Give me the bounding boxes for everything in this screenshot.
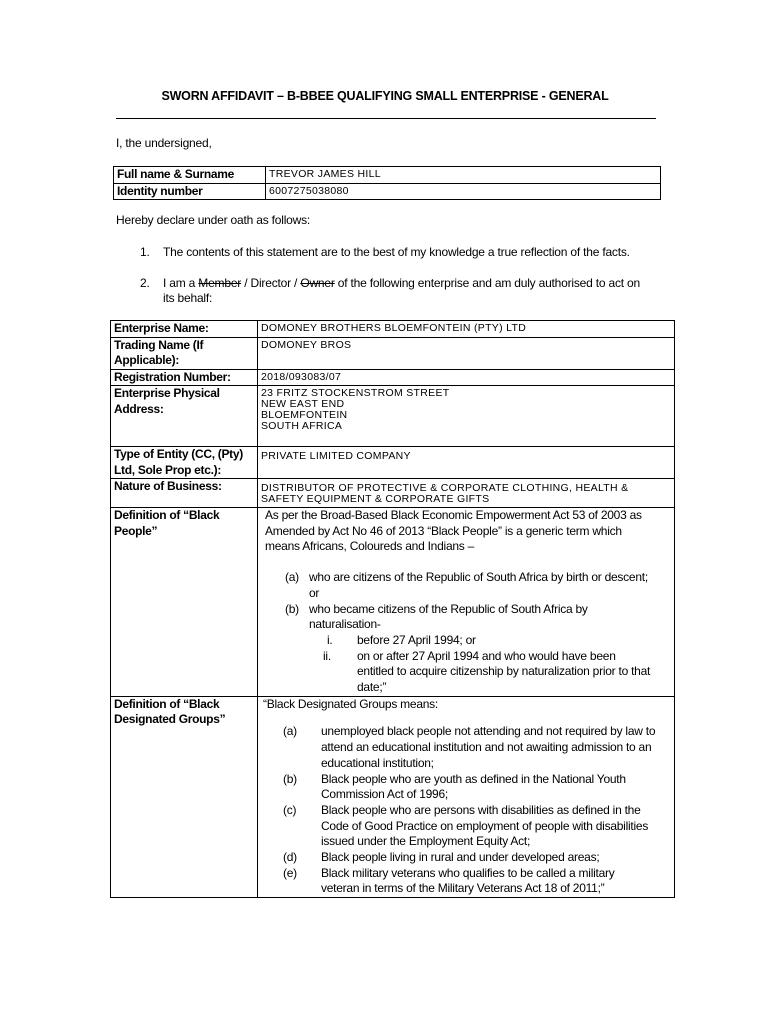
struck-word-member: Member <box>198 276 242 290</box>
list-text <box>321 724 655 771</box>
label-line: Definition of “Black <box>114 696 220 711</box>
list-text <box>309 570 648 601</box>
list-text <box>357 649 650 696</box>
list-text <box>321 850 599 866</box>
list-number: ii. <box>323 648 331 663</box>
list-item <box>323 649 671 696</box>
declare-text: Hereby declare under oath as follows: <box>116 213 311 227</box>
definition-line: As per the Broad-Based Black Economic Empowerment Act 53 of 2003 as <box>265 508 642 522</box>
item-text: The contents of this statement are to the best of my knowledge a true reflection of the facts. <box>163 245 630 259</box>
address-line: SOUTH AFRICA <box>261 420 343 432</box>
item-text-part: of the following enterprise and am duly authorised to act on <box>334 276 640 290</box>
registration-value: 2018/093083/07 <box>258 369 675 386</box>
list-line: entitled to acquire citizenship by naturalization prior to that <box>357 664 651 679</box>
identity-value: 6007275038080 <box>266 183 661 200</box>
list-line: Code of Good Practice on employment of people with disabilities <box>321 818 649 833</box>
entity-type-value: PRIVATE LIMITED COMPANY <box>258 447 675 479</box>
nature-line: SAFETY EQUIPMENT & CORPORATE GIFTS <box>261 493 490 505</box>
list-number: (c) <box>283 802 297 817</box>
black-designated-groups-definition <box>258 696 675 897</box>
list-number: (a) <box>283 724 297 739</box>
item-text-part: I am a <box>163 276 199 290</box>
black-people-label <box>111 508 258 697</box>
identity-label: Identity number <box>114 183 266 200</box>
list-text <box>321 866 615 897</box>
list-line: Black people who are persons with disabilities as defined in the <box>321 802 641 817</box>
list-line: who are citizens of the Republic of South Africa by birth or descent; <box>309 570 648 585</box>
item-number: 1. <box>140 245 150 259</box>
trading-name-label <box>111 337 258 369</box>
table-row <box>111 369 675 386</box>
list-line: naturalisation- <box>309 617 381 632</box>
list-text <box>321 803 648 850</box>
address-line: BLOEMFONTEIN <box>261 409 348 421</box>
label-line: People” <box>114 523 158 538</box>
table-row <box>111 321 675 338</box>
label-line: Definition of “Black <box>114 508 220 522</box>
registration-label: Registration Number: <box>111 369 258 386</box>
list-line: on or after 27 April 1994 and who would have been <box>357 648 616 663</box>
struck-word-owner: Owner <box>300 276 335 290</box>
table-row <box>114 167 661 184</box>
list-number: (a) <box>285 570 299 585</box>
identity-table <box>113 166 661 200</box>
item-text: its behalf: <box>163 291 213 305</box>
label-line: Enterprise Physical <box>114 386 220 400</box>
label-line: Address: <box>114 401 164 416</box>
enterprise-name-value: DOMONEY BROTHERS BLOEMFONTEIN (PTY) LTD <box>258 321 675 338</box>
table-row <box>111 386 675 447</box>
address-line: NEW EAST END <box>261 398 345 410</box>
list-line: issued under the Employment Equity Act; <box>321 834 531 849</box>
list-item <box>327 633 671 649</box>
list-line: before 27 April 1994; or <box>357 632 476 647</box>
list-item <box>283 724 671 771</box>
document-title: SWORN AFFIDAVIT – B-BBEE QUALIFYING SMALL ENTERPRISE - GENERAL <box>161 89 609 103</box>
list-item <box>283 850 671 866</box>
list-number: (d) <box>283 850 297 865</box>
definition-line: Amended by Act No 46 of 2013 “Black People” is a generic term which <box>265 523 622 538</box>
enterprise-table <box>110 320 675 898</box>
black-people-definition <box>258 508 675 697</box>
table-row <box>111 447 675 479</box>
list-line: Black people who are youth as defined in the National Youth <box>321 771 626 786</box>
definition-line: means Africans, Coloureds and Indians – <box>265 539 475 554</box>
table-row <box>111 337 675 369</box>
label-line: Ltd, Sole Prop etc.): <box>114 462 222 477</box>
identity-value: TREVOR JAMES HILL <box>266 167 661 184</box>
nature-label: Nature of Business: <box>111 479 258 508</box>
label-line: Designated Groups” <box>114 712 226 727</box>
label-line: Trading Name (If <box>114 337 204 352</box>
trading-name-value: DOMONEY BROS <box>258 337 675 369</box>
list-line: Black people living in rural and under developed areas; <box>321 850 600 865</box>
identity-label: Full name & Surname <box>114 167 266 184</box>
list-line: or <box>309 585 320 600</box>
table-row <box>111 479 675 508</box>
list-line: veteran in terms of the Military Veterans Act 18 of 2011;” <box>321 881 605 896</box>
label-line: Applicable): <box>114 353 180 367</box>
address-label <box>111 386 258 447</box>
table-row <box>111 508 675 697</box>
nature-line: DISTRIBUTOR OF PROTECTIVE & CORPORATE CLOTHING, HEALTH & <box>261 482 629 494</box>
nature-value <box>258 479 675 508</box>
enterprise-name-label: Enterprise Name: <box>111 321 258 338</box>
definition-line: “Black Designated Groups means: <box>263 696 439 711</box>
list-line: date;” <box>357 680 387 695</box>
address-value <box>258 386 675 447</box>
list-number: (b) <box>285 601 299 616</box>
list-text <box>309 602 588 633</box>
table-row <box>114 183 661 200</box>
list-line: Black military veterans who qualifies to be called a military <box>321 865 615 880</box>
list-text <box>357 633 476 649</box>
label-line: Type of Entity (CC, (Pty) <box>114 447 243 461</box>
list-line: unemployed black people not attending and not required by law to <box>321 724 656 739</box>
item-text-part: / Director / <box>241 276 301 290</box>
list-line: who became citizens of the Republic of South Africa by <box>309 601 588 616</box>
item-number: 2. <box>140 276 150 290</box>
list-item <box>283 803 671 850</box>
list-number: i. <box>327 632 333 647</box>
address-line: 23 FRITZ STOCKENSTROM STREET <box>261 387 450 399</box>
entity-type-label <box>111 447 258 479</box>
title-underline <box>116 118 656 119</box>
list-number: (e) <box>283 865 297 880</box>
list-line: Commission Act of 1996; <box>321 787 448 802</box>
list-item <box>285 570 671 601</box>
list-line: attend an educational institution and not awaiting admission to an <box>321 740 652 755</box>
item-text <box>163 276 663 292</box>
list-number: (b) <box>283 771 297 786</box>
table-row <box>111 696 675 897</box>
intro-text: I, the undersigned, <box>116 136 212 150</box>
list-text <box>321 772 626 803</box>
list-item <box>283 866 671 897</box>
list-item <box>285 602 671 633</box>
black-designated-groups-label <box>111 696 258 897</box>
list-item <box>283 772 671 803</box>
list-line: educational institution; <box>321 755 434 770</box>
